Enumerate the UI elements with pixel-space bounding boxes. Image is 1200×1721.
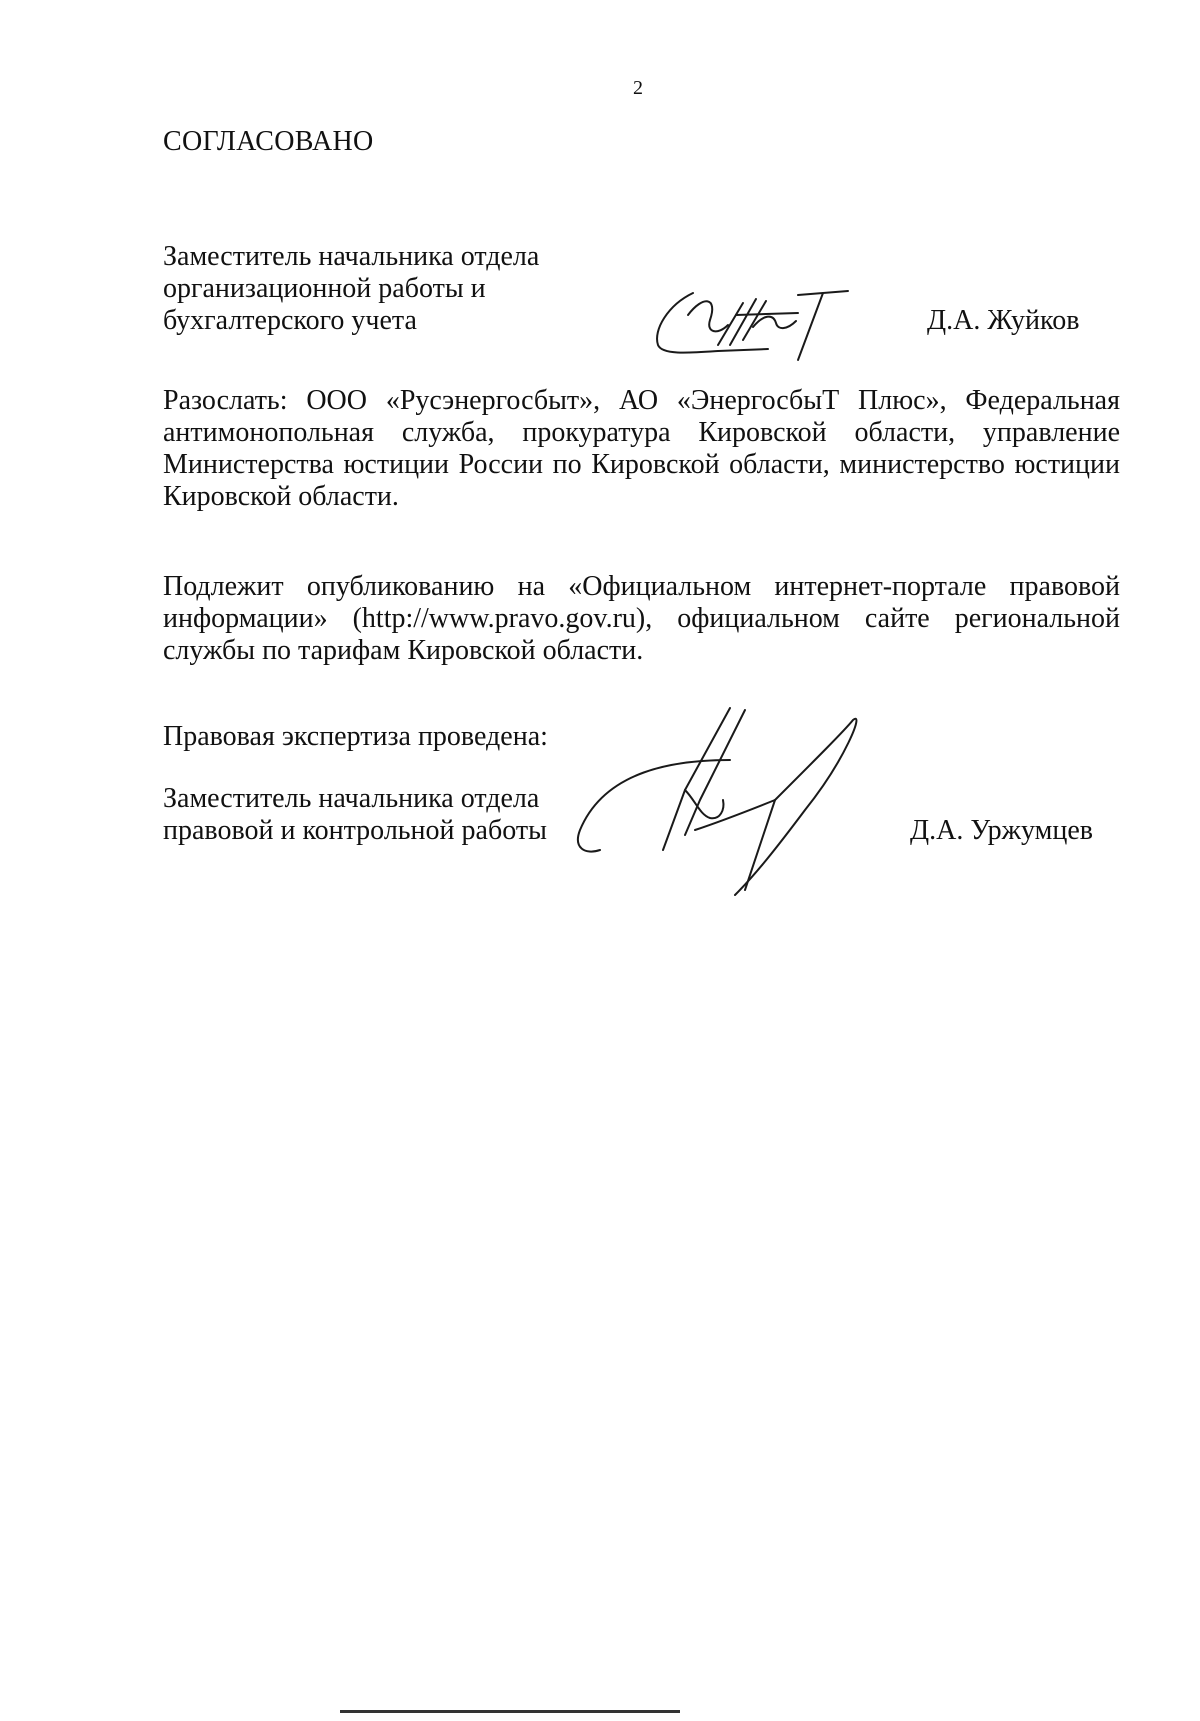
signatory-1-position-line: Заместитель начальника отдела xyxy=(163,241,540,272)
signatory-2-position-line: правовой и контрольной работы xyxy=(163,815,547,846)
publication-notice: Подлежит опубликованию на «Официальном интернет-портале правовой информации» (http://www.pravo.gov.ru), официальном сайте региональной службы по тарифам Кировской области. xyxy=(163,571,1120,666)
approval-heading: СОГЛАСОВАНО xyxy=(163,126,374,157)
signatory-2-name: Д.А. Уржумцев xyxy=(910,815,1094,846)
signatory-2-position-line: Заместитель начальника отдела xyxy=(163,783,540,814)
legal-review-label: Правовая экспертиза проведена: xyxy=(163,721,548,752)
signatory-1-name: Д.А. Жуйков xyxy=(927,305,1080,336)
signatory-1-position-line: бухгалтерского учета xyxy=(163,305,417,336)
signatory-2-position xyxy=(163,783,547,847)
page-number: 2 xyxy=(633,77,643,99)
signatory-1-position-line: организационной работы и xyxy=(163,273,486,304)
signatory-1-handwritten-signature xyxy=(648,285,898,365)
distribution-list: Разослать: ООО «Русэнергосбыт», АО «ЭнергосбыТ Плюс», Федеральная антимонопольная служба, прокуратура Кировской области, управление Министерства юстиции России по Кировской области, министерство юстиции Кировской области. xyxy=(163,385,1120,512)
signatory-1-position xyxy=(163,241,603,337)
signatory-2-handwritten-signature xyxy=(575,700,865,900)
page-bottom-rule xyxy=(340,1710,680,1713)
